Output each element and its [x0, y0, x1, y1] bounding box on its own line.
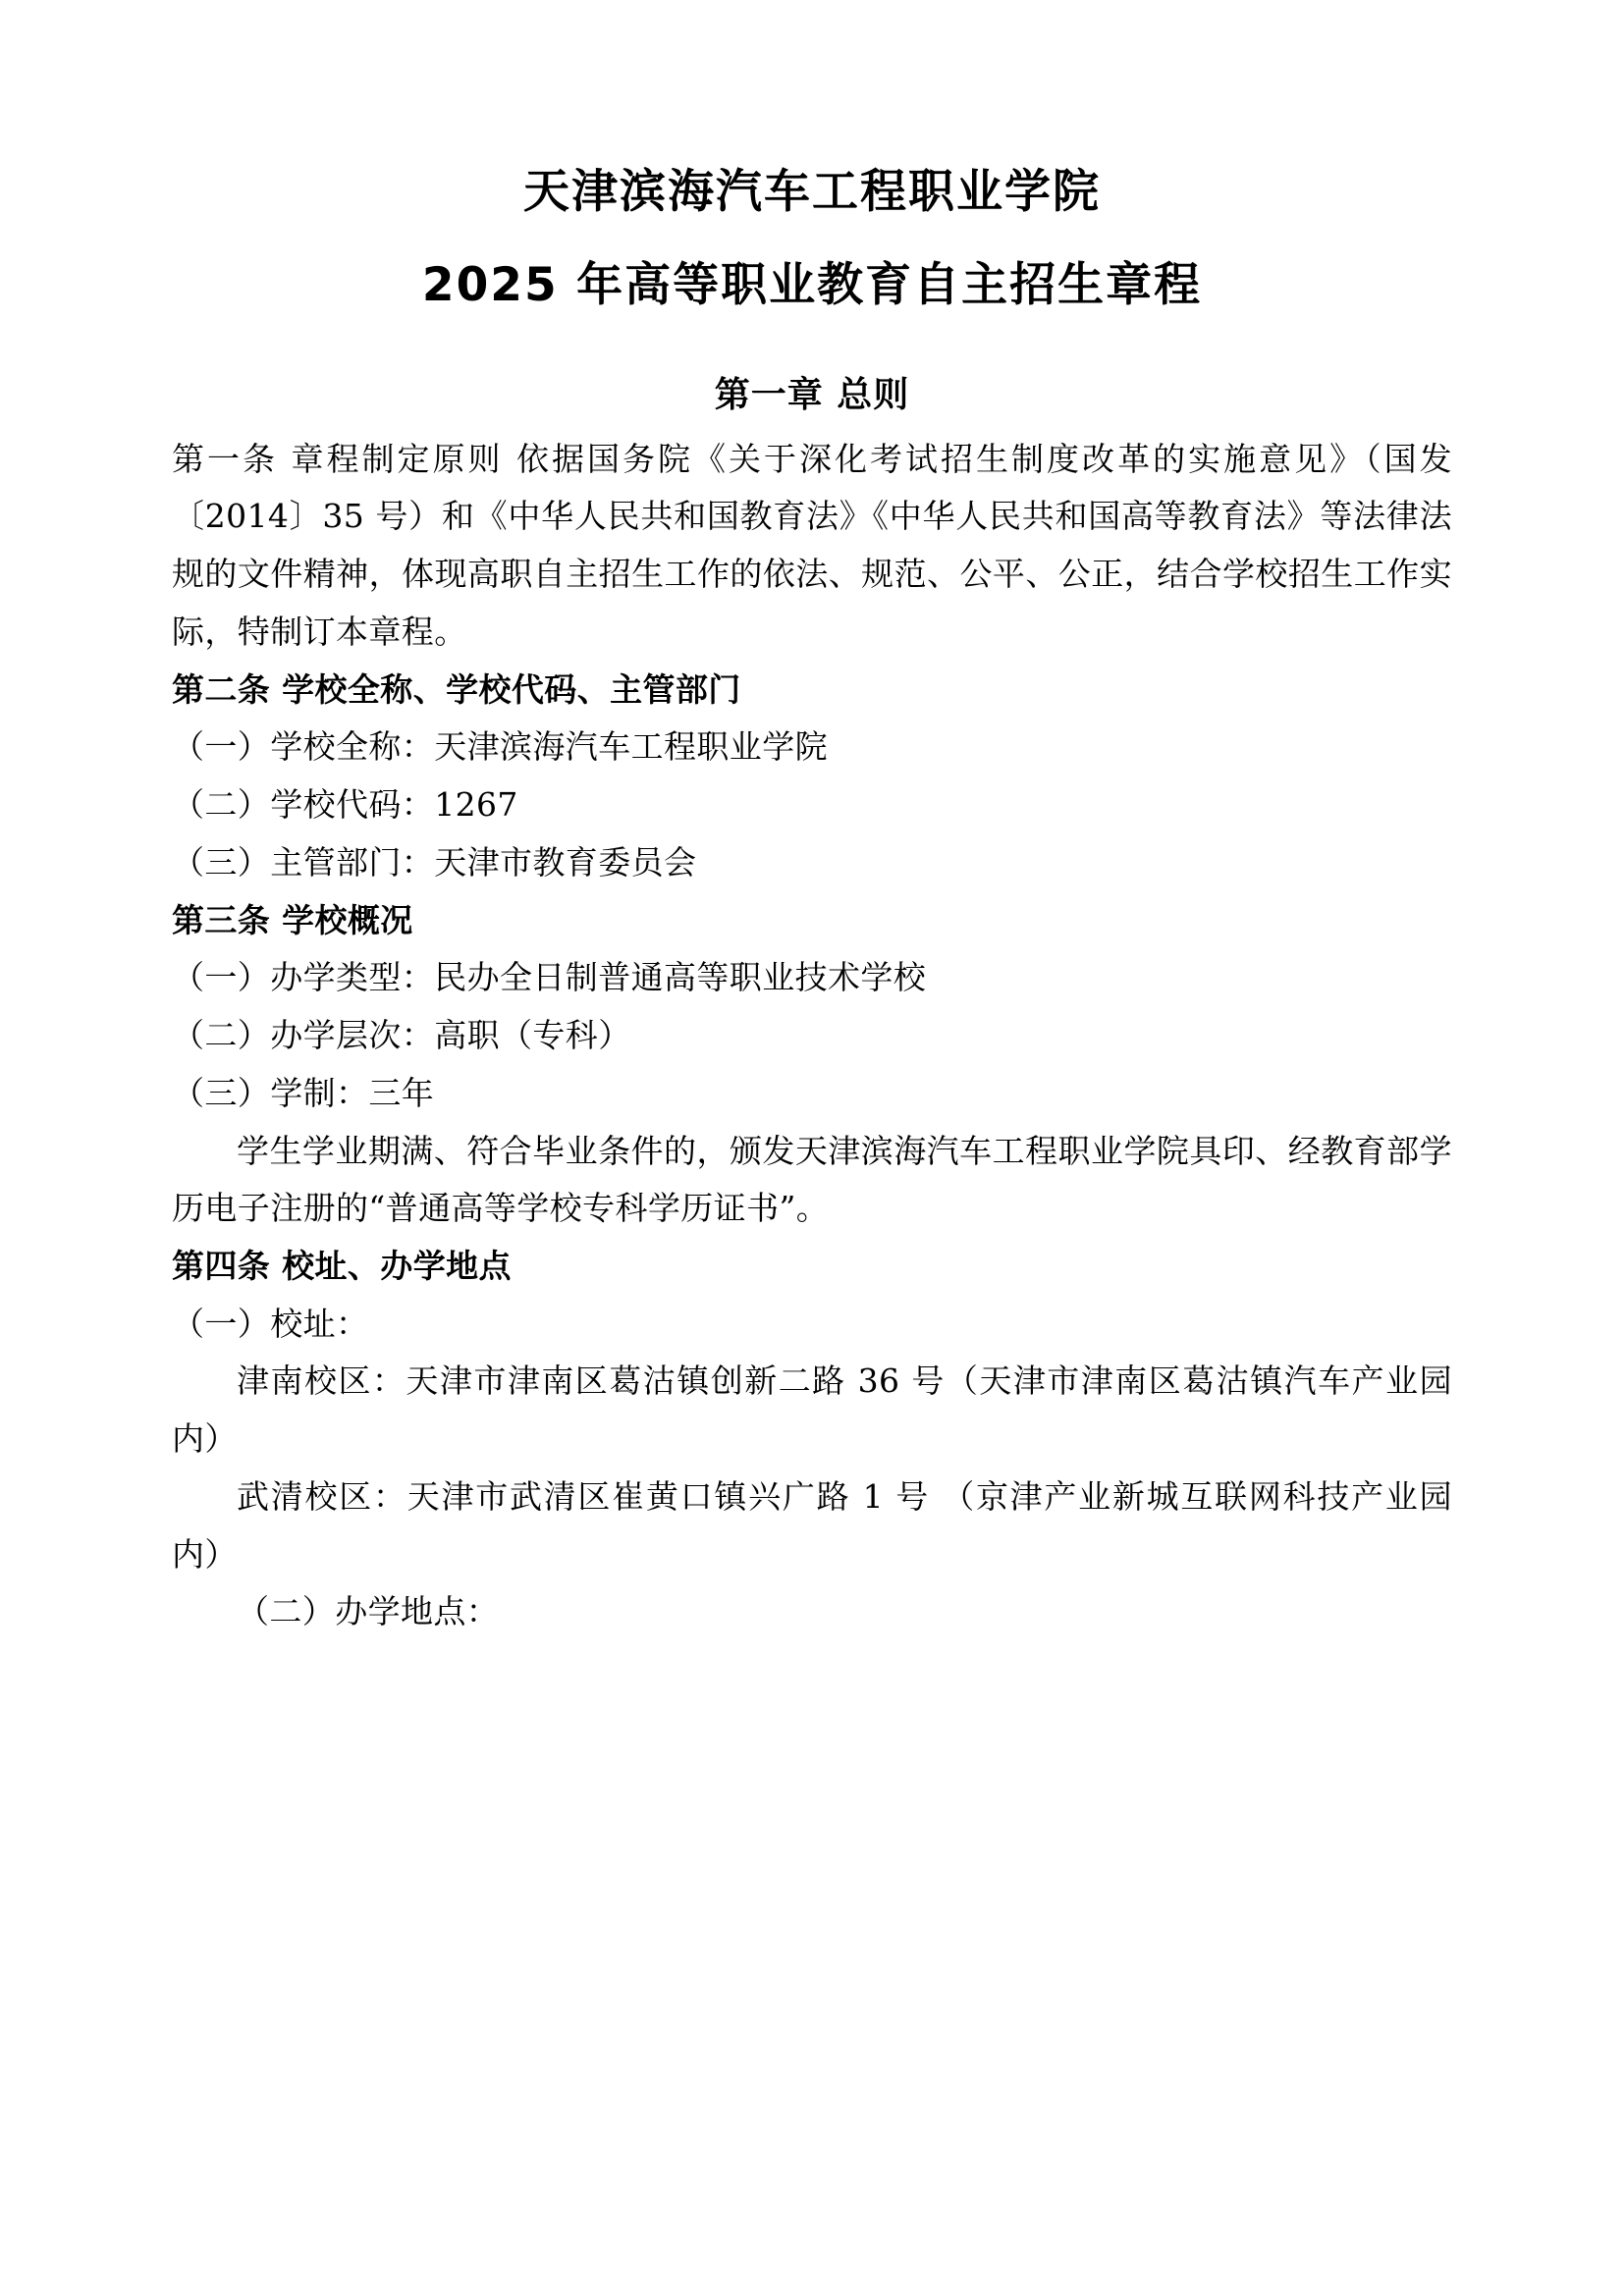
article-4-campus-wuqing: 武清校区：天津市武清区崔黄口镇兴广路 1 号 （京津产业新城互联网科技产业园内） [172, 1476, 1452, 1574]
article-2-item-1: （一）学校全称：天津滨海汽车工程职业学院 [172, 727, 828, 767]
article-2-item-3: （三）主管部门：天津市教育委员会 [172, 842, 697, 881]
article-2-heading: 第二条 学校全称、学校代码、主管部门 [172, 669, 741, 709]
article-2-item-2: （二）学校代码：1267 [172, 785, 518, 825]
article-3-item-1: （一）办学类型：民办全日制普通高等职业技术学校 [172, 958, 927, 997]
page-title-line1: 天津滨海汽车工程职业学院 [523, 165, 1101, 219]
article-3-paragraph: 学生学业期满、符合毕业条件的，颁发天津滨海汽车工程职业学院具印、经教育部学历电子注册的“普通高等学校专科学历证书”。 [172, 1131, 1452, 1228]
article-4-item-1: （一）校址： [172, 1304, 369, 1343]
article-4-item-2: （二）办学地点： [237, 1592, 500, 1631]
page-title-line2: 2025 年高等职业教育自主招生章程 [421, 257, 1203, 312]
article-3-item-3: （三）学制：三年 [172, 1073, 435, 1112]
article-1-text: 第一条 章程制定原则 依据国务院《关于深化考试招生制度改革的实施意见》（国发〔2014〕35 号）和《中华人民共和国教育法》《中华人民共和国高等教育法》等法律法规的文件精神，体现高职自主招生工作的依法、规范、公平、公正，结合学校招生工作实际，特制订本章程。 [172, 439, 1452, 651]
article-3-item-2: （二）办学层次：高职（专科） [172, 1016, 631, 1055]
article-3-heading: 第三条 学校概况 [172, 900, 413, 939]
chapter-heading-1: 第一章 总则 [714, 373, 910, 415]
article-4-heading: 第四条 校址、办学地点 [172, 1246, 512, 1285]
article-4-campus-jinnan: 津南校区：天津市津南区葛沽镇创新二路 36 号（天津市津南区葛沽镇汽车产业园内） [172, 1362, 1452, 1459]
